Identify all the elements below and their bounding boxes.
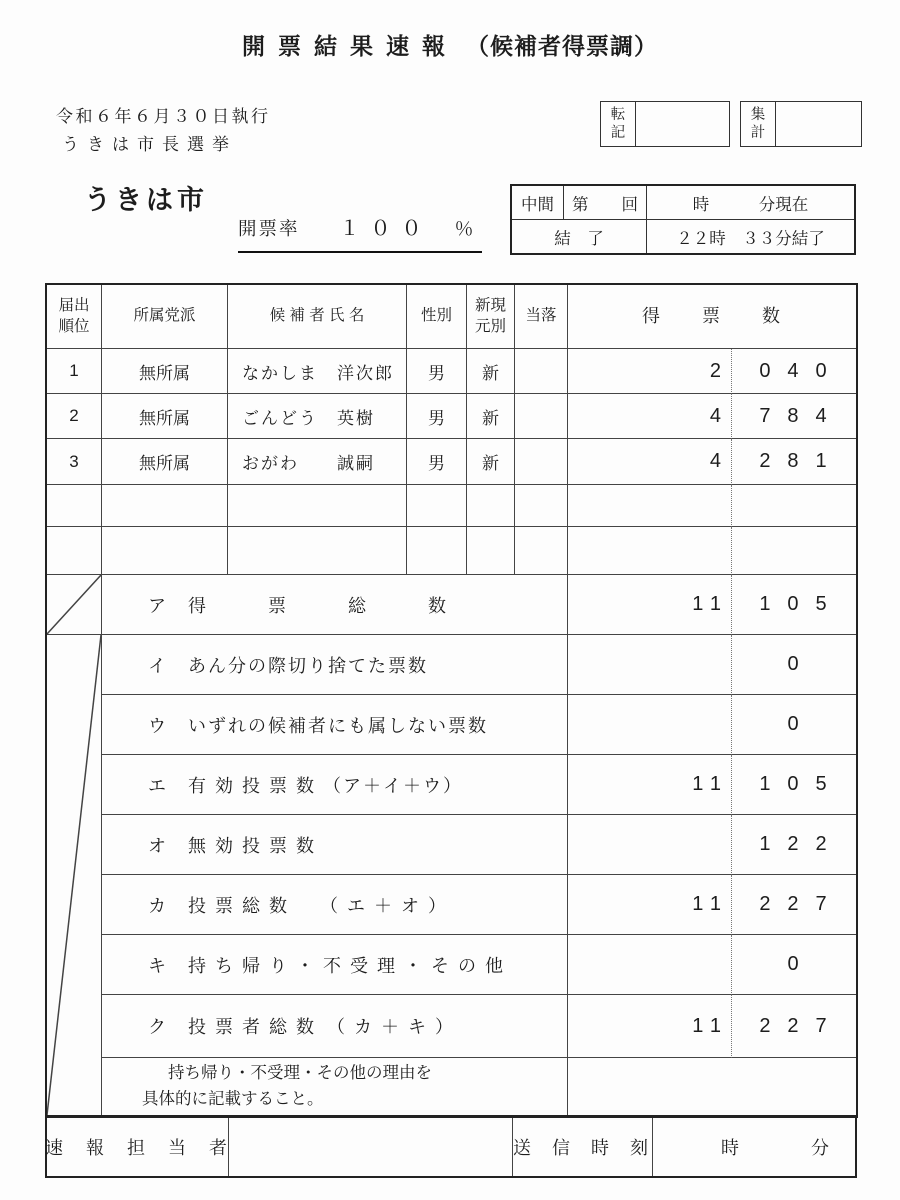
col-header-incumbency-label: 新現元別 [474, 296, 506, 335]
candidate-party: 無所属 [102, 394, 228, 439]
summary-label: ア 得 票 総 数 [102, 575, 568, 635]
candidate-votes-upper: 2 [568, 349, 732, 394]
diagonal-line [47, 635, 101, 1115]
results-table [45, 283, 858, 1118]
summary-value-lower: 105 [732, 755, 856, 815]
candidate-sex: 男 [407, 394, 467, 439]
transfer-label-cell [601, 102, 636, 146]
summary-value-lower: 0 [732, 695, 856, 755]
summary-label: キ 持 ち 帰 り ・ 不 受 理 ・ そ の 他 [102, 935, 568, 995]
hour-label: 時 [721, 1138, 739, 1158]
empty-cell [102, 527, 228, 575]
candidate-party: 無所属 [102, 439, 228, 485]
page-title [0, 28, 900, 61]
final-label: 結 了 [512, 220, 647, 253]
col-header-name: 候 補 者 氏 名 [228, 285, 407, 349]
empty-cell [467, 485, 515, 527]
candidate-sex: 男 [407, 439, 467, 485]
candidate-name: おがわ 誠嗣 [228, 439, 407, 485]
candidate-result [515, 394, 568, 439]
candidate-sex: 男 [407, 349, 467, 394]
summary-label: イ あん分の際切り捨てた票数 [102, 635, 568, 695]
tally-label-cell [741, 102, 776, 146]
staff-label-cell: 速 報 担 当 者 [47, 1118, 229, 1176]
final-row [512, 220, 854, 253]
interim-label: 中間 [512, 186, 564, 219]
col-header-result: 当落 [515, 285, 568, 349]
empty-cell [732, 485, 856, 527]
empty-cell [407, 527, 467, 575]
note-value-cell [568, 1058, 856, 1115]
summary-value-upper: 11 [568, 755, 732, 815]
summary-label: カ 投 票 総 数 （ エ ＋ オ ） [102, 875, 568, 935]
candidate-result [515, 439, 568, 485]
diagonal-cell-tall [47, 635, 102, 1115]
summary-value-lower: 0 [732, 935, 856, 995]
candidate-name: ごんどう 英樹 [228, 394, 407, 439]
empty-cell [407, 485, 467, 527]
transfer-label: 転記 [610, 106, 626, 141]
col-header-votes: 得 票 数 [568, 285, 856, 349]
col-header-party: 所属党派 [102, 285, 228, 349]
note-line1: 持ち帰り・不受理・その他の理由を [168, 1063, 432, 1082]
turnout-value: １００ [339, 218, 433, 240]
note-cell [102, 1058, 568, 1115]
turnout-unit: ％ [454, 219, 474, 240]
title-main: 開票結果速報 [242, 33, 458, 59]
candidate-rank: 1 [47, 349, 102, 394]
transfer-tally-boxes [600, 101, 862, 147]
summary-value-lower: 122 [732, 815, 856, 875]
candidate-votes-lower: 040 [732, 349, 856, 394]
tally-box [740, 101, 862, 147]
send-time-label-cell: 送 信 時 刻 [513, 1118, 653, 1176]
summary-value-upper [568, 695, 732, 755]
summary-value-lower: 0 [732, 635, 856, 695]
interim-row [512, 186, 854, 220]
summary-value-upper: 11 [568, 875, 732, 935]
title-sub: （候補者得票調） [466, 33, 658, 59]
summary-value-lower: 105 [732, 575, 856, 635]
footer-row [45, 1118, 857, 1178]
empty-cell [102, 485, 228, 527]
city-name: うきは市 [84, 185, 208, 215]
col-header-sex: 性別 [407, 285, 467, 349]
summary-label: ウ いずれの候補者にも属しない票数 [102, 695, 568, 755]
summary-label: エ 有 効 投 票 数 （ア＋イ＋ウ） [102, 755, 568, 815]
tally-label: 集計 [750, 106, 766, 141]
empty-cell [732, 527, 856, 575]
empty-cell [47, 527, 102, 575]
staff-value-cell [229, 1118, 513, 1176]
candidate-votes-lower: 784 [732, 394, 856, 439]
empty-cell [228, 485, 407, 527]
tally-value-cell [776, 102, 861, 146]
round-label: 第 回 [564, 186, 647, 219]
empty-cell [568, 485, 732, 527]
summary-label: ク 投 票 者 総 数 （ カ ＋ キ ） [102, 995, 568, 1058]
candidate-rank: 2 [47, 394, 102, 439]
summary-value-upper: 11 [568, 575, 732, 635]
send-time-value-cell [653, 1118, 855, 1176]
transfer-box [600, 101, 730, 147]
turnout-line [238, 212, 482, 253]
diagonal-cell [47, 575, 102, 635]
empty-cell [515, 485, 568, 527]
summary-value-upper: 11 [568, 995, 732, 1058]
empty-cell [568, 527, 732, 575]
minute-label: 分 [811, 1138, 829, 1158]
candidate-votes-upper: 4 [568, 439, 732, 485]
candidate-votes-lower: 281 [732, 439, 856, 485]
candidate-result [515, 349, 568, 394]
summary-value-upper [568, 935, 732, 995]
candidate-incumbency: 新 [467, 394, 515, 439]
col-header-incumbency [467, 285, 515, 349]
diagonal-line [47, 575, 101, 634]
summary-value-lower: 227 [732, 875, 856, 935]
candidate-incumbency: 新 [467, 439, 515, 485]
col-header-rank-label: 届出順位 [58, 296, 90, 335]
summary-value-lower: 227 [732, 995, 856, 1058]
empty-cell [228, 527, 407, 575]
report-status-box [510, 184, 856, 255]
candidate-votes-upper: 4 [568, 394, 732, 439]
empty-cell [515, 527, 568, 575]
turnout-label: 開票率 [238, 218, 300, 239]
candidate-incumbency: 新 [467, 349, 515, 394]
col-header-rank [47, 285, 102, 349]
summary-value-upper [568, 815, 732, 875]
execution-date: 令和６年６月３０日執行 [56, 107, 271, 126]
empty-cell [467, 527, 515, 575]
candidate-party: 無所属 [102, 349, 228, 394]
interim-time-label: 時 分現在 [692, 195, 809, 214]
note-line2: 具体的に記載すること。 [142, 1089, 324, 1108]
final-time: ２２時 ３３分結了 [676, 229, 825, 248]
candidate-rank: 3 [47, 439, 102, 485]
candidate-name: なかしま 洋次郎 [228, 349, 407, 394]
summary-label: オ 無 効 投 票 数 [102, 815, 568, 875]
transfer-value-cell [636, 102, 729, 146]
summary-value-upper [568, 635, 732, 695]
note-text [142, 1061, 432, 1112]
empty-cell [47, 485, 102, 527]
election-name: うきは市長選挙 [62, 135, 237, 154]
